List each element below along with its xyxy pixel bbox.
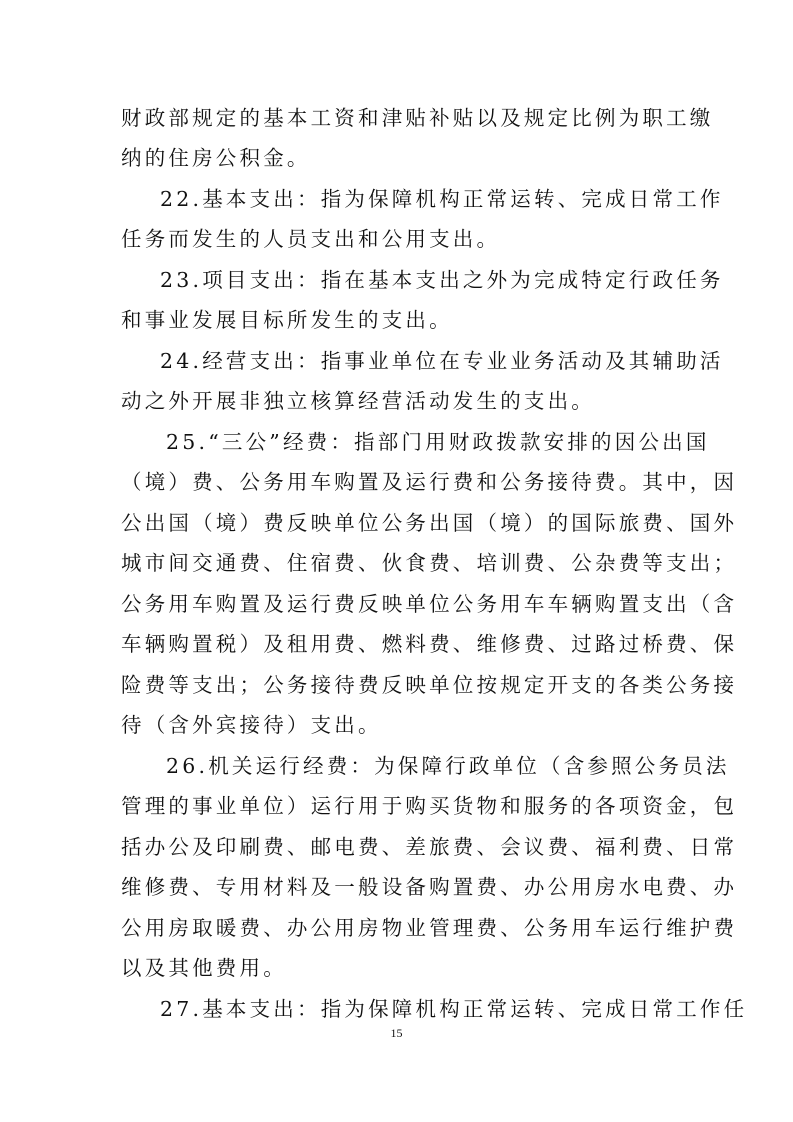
text-line-11: 公出国（境）费反映单位公务出国（境）的国际旅费、国外 — [121, 511, 738, 535]
text-line-23: 27.基本支出：指为保障机构正常运转、完成日常工作任 — [160, 997, 748, 1021]
text-line-5: 23.项目支出：指在基本支出之外为完成特定行政任务 — [160, 268, 724, 292]
text-line-4: 任务而发生的人员支出和公用支出。 — [121, 227, 501, 251]
page-number: 15 — [390, 1026, 403, 1040]
text-line-22: 以及其他费用。 — [121, 956, 287, 980]
text-line-16: 待（含外宾接待）支出。 — [121, 713, 382, 737]
text-line-8: 动之外开展非独立核算经营活动发生的支出。 — [121, 389, 595, 413]
text-line-15: 险费等支出；公务接待费反映单位按规定开支的各类公务接 — [121, 673, 738, 697]
text-line-13: 公务用车购置及运行费反映单位公务用车车辆购置支出（含 — [121, 592, 738, 616]
text-line-17: 26.机关运行经费：为保障行政单位（含参照公务员法 — [166, 754, 730, 778]
text-line-6: 和事业发展目标所发生的支出。 — [121, 308, 453, 332]
text-line-20: 维修费、专用材料及一般设备购置费、办公用房水电费、办 — [121, 875, 738, 899]
text-line-12: 城市间交通费、住宿费、伙食费、培训费、公杂费等支出； — [121, 551, 738, 575]
text-line-19: 括办公及印刷费、邮电费、差旅费、会议费、福利费、日常 — [121, 835, 738, 859]
text-line-10: （境）费、公务用车购置及运行费和公务接待费。其中，因 — [121, 470, 738, 494]
text-line-7: 24.经营支出：指事业单位在专业业务活动及其辅助活 — [160, 349, 724, 373]
text-line-9: 25.“三公”经费：指部门用财政拨款安排的因公出国 — [166, 430, 710, 454]
text-line-18: 管理的事业单位）运行用于购买货物和服务的各项资金，包 — [121, 794, 738, 818]
text-line-14: 车辆购置税）及租用费、燃料费、维修费、过路过桥费、保 — [121, 632, 738, 656]
text-line-2: 纳的住房公积金。 — [121, 146, 311, 170]
text-line-3: 22.基本支出：指为保障机构正常运转、完成日常工作 — [160, 187, 724, 211]
text-line-1: 财政部规定的基本工资和津贴补贴以及规定比例为职工缴 — [121, 106, 714, 130]
text-line-21: 公用房取暖费、办公用房物业管理费、公务用车运行维护费 — [121, 916, 738, 940]
